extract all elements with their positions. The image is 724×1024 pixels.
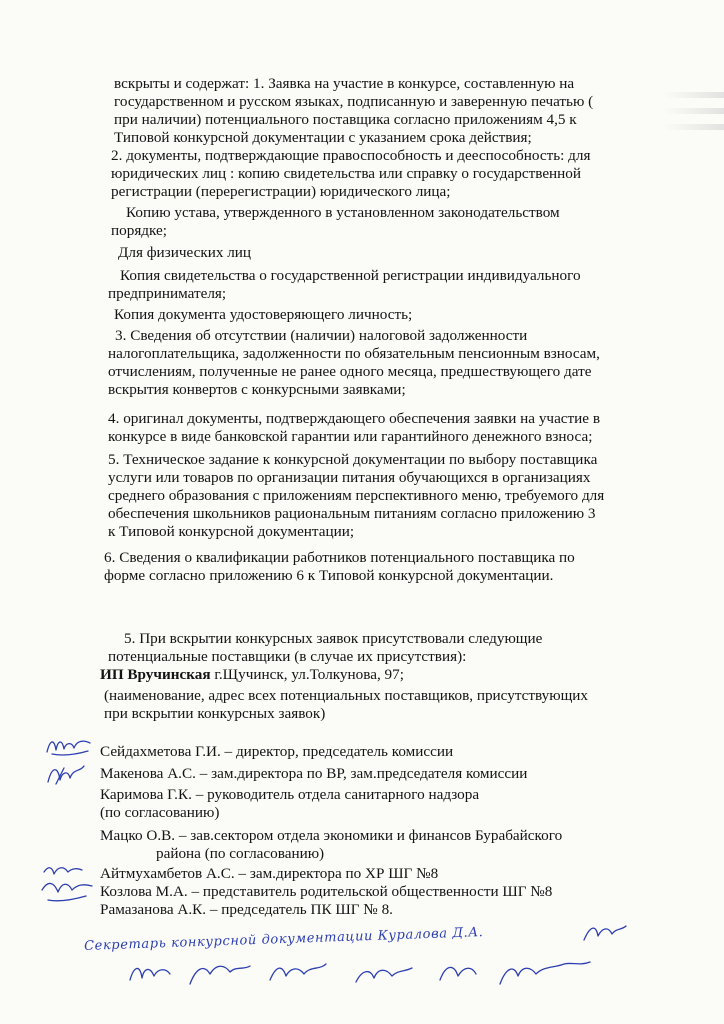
body-line: обеспечения школьников рациональным питаниям согласно приложению 3 xyxy=(108,505,596,522)
body-line: форме согласно приложению 6 к Типовой конкурсной документации. xyxy=(104,567,554,584)
body-line: отчислениям, полученные не ранее одного месяца, предшествующего дате xyxy=(108,363,592,380)
section5-note: (наименование, адрес всех потенциальных поставщиков, присутствующих xyxy=(104,687,589,704)
bleed-mark xyxy=(664,124,724,130)
supplier-address: г.Щучинск, ул.Толкунова, 97; xyxy=(210,666,404,683)
section5-note: при вскрытии конкурсных заявок) xyxy=(104,705,326,722)
body-line: при наличии) потенциального поставщика согласно приложениям 4,5 к xyxy=(114,111,577,128)
signature-1 xyxy=(44,734,94,760)
signature-4 xyxy=(580,920,630,946)
body-line: порядке; xyxy=(111,222,167,239)
commission-member: Айтмухамбетов А.С. – зам.директора по ХР ШГ №8 xyxy=(100,865,439,882)
body-line: Типовой конкурсной документации с указанием срока действия; xyxy=(114,129,532,146)
body-line: вскрытия конвертов с конкурсными заявками; xyxy=(108,381,406,398)
body-line: предпринимателя; xyxy=(108,285,227,302)
body-line: 4. оригинал документы, подтверждающего обеспечения заявки на участие в xyxy=(108,410,601,427)
body-line: 6. Сведения о квалификации работников потенциального поставщика по xyxy=(104,549,575,566)
commission-member: Козлова М.А. – представитель родительской общественности ШГ №8 xyxy=(100,883,553,900)
body-line: к Типовой конкурсной документации; xyxy=(108,523,355,540)
body-line: конкурсе в виде банковской гарантии или гарантийного денежного взноса; xyxy=(108,428,593,445)
body-line: среднего образования с приложениям перспективного меню, требуемого для xyxy=(108,487,605,504)
signature-2 xyxy=(44,762,92,788)
bleed-mark xyxy=(664,92,724,98)
commission-member: Рамазанова А.К. – председатель ПК ШГ № 8. xyxy=(100,901,393,918)
section5-line: 5. При вскрытии конкурсных заявок присутствовали следующие xyxy=(124,630,543,647)
signature-row xyxy=(120,950,640,1000)
commission-member: Мацко О.В. – зав.сектором отдела экономики и финансов Бурабайского xyxy=(100,827,563,844)
body-line: 3. Сведения об отсутствии (наличии) налоговой задолженности xyxy=(115,327,528,344)
body-line: регистрации (перерегистрации) юридического лица; xyxy=(111,183,451,200)
commission-member: Макенова А.С. – зам.директора по ВР, зам.председателя комиссии xyxy=(100,765,528,782)
commission-member: (по согласованию) xyxy=(100,804,220,821)
supplier-name: ИП Вручинская xyxy=(100,666,211,683)
commission-member: Сейдахметова Г.И. – директор, председатель комиссии xyxy=(100,743,454,760)
body-line: Копию устава, утвержденного в установленном законодательством xyxy=(126,204,560,221)
body-line: вскрыты и содержат: 1. Заявка на участие в конкурсе, составленную на xyxy=(114,75,575,92)
bleed-mark xyxy=(664,108,724,114)
body-line: 2. документы, подтверждающие правоспособность и дееспособность: для xyxy=(111,147,591,164)
body-line: Для физических лиц xyxy=(118,244,252,261)
commission-member: Каримова Г.К. – руководитель отдела санитарного надзора xyxy=(100,786,480,803)
body-line: Копия свидетельства о государственной регистрации индивидуального xyxy=(120,267,581,284)
handwritten-secretary-line: Секретарь конкурсной документации Куралова Д.А. xyxy=(83,925,484,954)
section5-line: потенциальные поставщики (в случае их присутствия): xyxy=(108,648,467,665)
body-line: государственном и русском языках, подписанную и заверенную печатью ( xyxy=(114,93,594,110)
signature-3 xyxy=(38,862,98,906)
supplier-line xyxy=(100,667,404,683)
body-line: налогоплательщика, задолженности по обязательным пенсионным взносам, xyxy=(108,345,600,362)
body-line: 5. Техническое задание к конкурсной документации по выбору поставщика xyxy=(108,451,598,468)
commission-member: района (по согласованию) xyxy=(156,845,325,862)
body-line: услуги или товаров по организации питания обучающихся в организациях xyxy=(108,469,591,486)
body-line: Копия документа удостоверяющего личность; xyxy=(114,306,413,323)
body-line: юридических лиц : копию свидетельства или справку о государственной xyxy=(111,165,582,182)
